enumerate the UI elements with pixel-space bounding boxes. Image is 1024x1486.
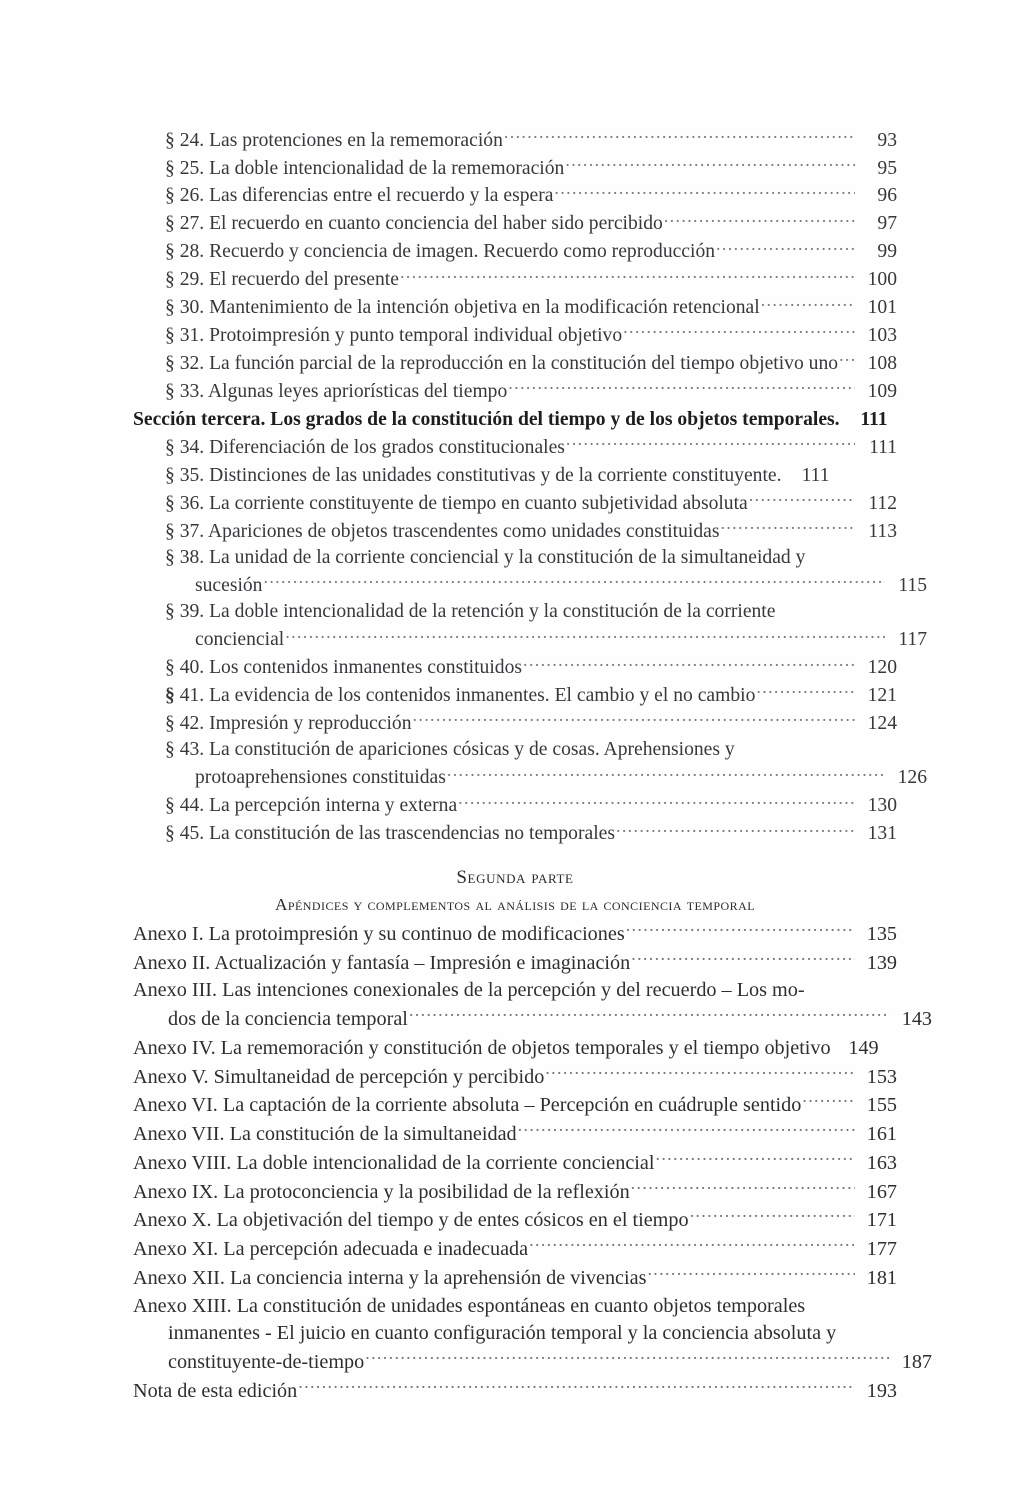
toc-entry[interactable] <box>165 182 897 210</box>
toc-page-number: 112 <box>868 492 897 514</box>
toc-entry[interactable] <box>165 433 897 461</box>
dot-leader <box>554 182 855 202</box>
toc-entry[interactable] <box>165 654 897 682</box>
toc-page-number: 149 <box>848 1036 879 1059</box>
toc-entry[interactable] <box>133 1293 932 1377</box>
toc-entry-continuation-line <box>168 1320 932 1348</box>
toc-entry-line <box>165 154 897 182</box>
toc-entry[interactable] <box>165 545 927 599</box>
toc-entry-line <box>133 1091 897 1120</box>
toc-entry[interactable] <box>165 377 897 405</box>
dot-leader <box>832 1034 837 1054</box>
toc-entry-line <box>133 1206 897 1235</box>
dot-leader <box>616 820 855 840</box>
toc-entry-line <box>133 977 897 1005</box>
dot-leader <box>631 1177 855 1197</box>
toc-entry-line <box>165 682 897 710</box>
toc-entry[interactable] <box>133 1264 897 1293</box>
toc-entry-text: § 40. Los contenidos inmanentes constituidos <box>165 657 523 679</box>
toc-entry[interactable] <box>133 1091 897 1120</box>
part-two-heading-block <box>133 864 897 918</box>
dot-leader <box>263 571 885 591</box>
dot-leader <box>626 920 855 940</box>
toc-entry-text: Anexo III. Las intenciones conexionales de la percepción y del recuerdo – Los mo- <box>133 979 805 1002</box>
toc-entry-text: Anexo VI. La captación de la corriente absoluta – Percepción en cuádruple sentido <box>133 1094 802 1117</box>
toc-entry[interactable] <box>133 1034 897 1063</box>
toc-page-number: 167 <box>866 1180 897 1203</box>
dot-leader <box>529 1235 855 1255</box>
toc-entry-line <box>165 210 897 238</box>
dot-leader <box>623 322 855 342</box>
toc-entry[interactable] <box>133 920 897 949</box>
toc-page-number: 111 <box>860 408 888 430</box>
toc-page-number: 95 <box>877 157 897 179</box>
dot-leader <box>447 764 885 784</box>
toc-entry-line <box>165 350 897 378</box>
toc-entry[interactable] <box>165 517 897 545</box>
toc-entry-text: dos de la conciencia temporal <box>168 1007 408 1030</box>
dot-leader <box>761 294 855 314</box>
toc-page-number: 100 <box>867 269 897 291</box>
toc-entry-line <box>165 489 897 517</box>
dot-leader <box>458 792 855 812</box>
toc-entry[interactable] <box>165 792 897 820</box>
toc-entry-text: § 25. La doble intencionalidad de la rememoración <box>165 157 565 179</box>
toc-entry[interactable] <box>165 682 897 710</box>
toc-page-number: 97 <box>877 213 897 235</box>
toc-entry-line <box>133 1149 897 1178</box>
toc-entry-text: Anexo I. La protoimpresión y su continuo de modificaciones <box>133 922 625 945</box>
toc-entry-text: Anexo XIII. La constitución de unidades espontáneas en cuanto objetos temporales <box>133 1294 806 1317</box>
toc-entry-line <box>165 792 897 820</box>
toc-page-number: 143 <box>901 1007 932 1030</box>
toc-entry-text: § 33. Algunas leyes apriorísticas del tiempo <box>165 381 508 403</box>
toc-entry-line <box>133 1177 897 1206</box>
toc-entry[interactable] <box>165 126 897 154</box>
part-two-title: Segunda parte <box>456 866 574 888</box>
toc-entry-line <box>165 545 897 571</box>
toc-page-number: 113 <box>868 520 897 542</box>
dot-leader <box>523 654 855 674</box>
dot-leader <box>508 377 855 397</box>
dot-leader <box>504 126 855 146</box>
toc-entry-text: § 29. El recuerdo del presente <box>165 269 399 291</box>
toc-page-number: 117 <box>898 629 927 651</box>
toc-entry-line <box>165 820 897 848</box>
toc-entry-text: Anexo IX. La protoconciencia y la posibilidad de la reflexión <box>133 1180 630 1203</box>
dot-leader <box>690 1206 855 1226</box>
toc-page-number: 124 <box>867 713 897 735</box>
toc-entry[interactable] <box>165 238 897 266</box>
toc-entry-line <box>133 1264 897 1293</box>
toc-page-number: 111 <box>801 464 830 486</box>
toc-entry-line <box>133 948 897 977</box>
toc-entry-continuation-line <box>195 571 927 599</box>
toc-entry-line <box>133 405 897 433</box>
toc-page-number: 163 <box>866 1151 897 1174</box>
dot-leader <box>566 433 855 453</box>
toc-entry[interactable] <box>165 599 927 653</box>
toc-entry-text: § 27. El recuerdo en cuanto conciencia del haber sido percibido <box>165 213 663 235</box>
part-two-subtitle: Apéndices y complementos al análisis de la conciencia temporal <box>274 894 756 914</box>
toc-entry-line <box>165 322 897 350</box>
dot-leader <box>545 1062 855 1082</box>
toc-entry-line <box>165 238 897 266</box>
toc-entry-line <box>133 1235 897 1264</box>
toc-entry[interactable] <box>165 210 897 238</box>
toc-entry-text: Anexo XI. La percepción adecuada e inadecuada <box>133 1238 529 1261</box>
toc-page-number: 120 <box>867 657 897 679</box>
toc-entry-line <box>165 599 897 625</box>
dot-leader <box>298 1377 855 1397</box>
toc-entry-line <box>165 126 897 154</box>
dot-leader <box>409 1005 890 1025</box>
toc-page-number: 177 <box>866 1238 897 1261</box>
toc-page-number: 131 <box>867 823 897 845</box>
toc-entry-line <box>165 461 897 489</box>
toc-entry[interactable] <box>165 266 897 294</box>
toc-page-number: 99 <box>877 241 897 263</box>
toc-entry-text: § 28. Recuerdo y conciencia de imagen. Recuerdo como reproducción <box>165 241 716 263</box>
toc-entry-text: conciencial <box>195 629 285 651</box>
toc-entry[interactable] <box>133 977 932 1033</box>
dot-leader <box>400 266 855 286</box>
toc-entry[interactable] <box>165 461 897 489</box>
toc-page-number: 187 <box>901 1350 932 1373</box>
section-sign-icon: § <box>165 685 175 707</box>
toc-entry[interactable] <box>133 1177 897 1206</box>
toc-entry-text: sucesión <box>195 575 263 596</box>
dot-leader <box>802 1091 855 1111</box>
dot-leader <box>749 489 855 509</box>
toc-entry[interactable] <box>165 294 897 322</box>
toc-entry-continuation-line <box>195 626 927 654</box>
toc-entry-text: § 38. La unidad de la corriente conciencial y la constitución de la simultaneidad y <box>165 547 806 569</box>
toc-entry[interactable] <box>133 405 897 433</box>
toc-entry-text: § 44. La percepción interna y externa <box>165 795 458 817</box>
toc-page-number: 193 <box>866 1379 897 1402</box>
toc-entry-text: § 35. Distinciones de las unidades constitutivas y de la corriente constituyente. <box>165 464 782 486</box>
toc-page-number: 161 <box>866 1123 897 1146</box>
dot-leader <box>631 948 855 968</box>
toc-entry-line <box>133 1120 897 1149</box>
toc-page-number: 101 <box>867 297 897 319</box>
dot-leader <box>655 1149 855 1169</box>
dot-leader <box>716 238 855 258</box>
dot-leader <box>720 517 855 537</box>
toc-page-number: 139 <box>866 951 897 974</box>
toc-entry-line <box>165 517 897 545</box>
toc-page-number: 130 <box>867 795 897 817</box>
toc-entry-text: § 45. La constitución de las trascendencias no temporales <box>165 823 615 845</box>
toc-page-number: 153 <box>866 1065 897 1088</box>
toc-page-number: 121 <box>867 685 897 707</box>
toc-entry-text: § 39. La doble intencionalidad de la retención y la constitución de la corriente <box>165 601 776 623</box>
toc-page-number: 103 <box>867 325 897 347</box>
toc-entry-text: inmanentes - El juicio en cuanto configuración temporal y la conciencia absoluta y <box>168 1322 837 1345</box>
toc-entry-line <box>133 1293 897 1321</box>
dot-leader <box>285 626 885 646</box>
toc-entry-line <box>165 433 897 461</box>
toc-page-number: 109 <box>867 381 897 403</box>
dot-leader <box>756 682 855 702</box>
toc-entry[interactable] <box>133 1377 897 1406</box>
toc-page-number: 155 <box>866 1094 897 1117</box>
toc-entry[interactable] <box>133 1062 897 1091</box>
toc-page-number: 115 <box>898 575 927 596</box>
toc-entry-text: constituyente-de-tiempo <box>168 1350 365 1373</box>
toc-entry-text: Anexo X. La objetivación del tiempo y de entes cósicos en el tiempo <box>133 1209 689 1232</box>
toc-entry[interactable] <box>165 710 897 738</box>
toc-entry[interactable] <box>165 154 897 182</box>
toc-entry[interactable] <box>165 820 897 848</box>
toc-entry-text: § 43. La constitución de apariciones cósicas y de cosas. Aprehensiones y <box>165 739 735 761</box>
toc-entry[interactable] <box>133 948 897 977</box>
dot-leader <box>839 350 855 370</box>
toc-entry-text: Anexo VII. La constitución de la simultaneidad <box>133 1123 517 1146</box>
toc-page-number: 135 <box>866 922 897 945</box>
dot-leader <box>365 1348 890 1368</box>
dot-leader <box>565 154 855 174</box>
toc-entry-text: Anexo IV. La rememoración y constitución de objetos temporales y el tiempo objetivo <box>133 1036 831 1059</box>
dot-leader <box>841 405 846 425</box>
toc-entry-text: § 32. La función parcial de la reproducción en la constitución del tiempo objetivo uno <box>165 353 839 375</box>
toc-entry[interactable] <box>133 1149 897 1178</box>
toc-page-number: 96 <box>877 185 897 207</box>
toc-entry-line <box>165 737 897 763</box>
dot-leader <box>647 1264 855 1284</box>
toc-entry-line <box>165 266 897 294</box>
dot-leader <box>518 1120 855 1140</box>
toc-entry-line <box>165 654 897 682</box>
toc-entry-text: § 30. Mantenimiento de la intención objetiva en la modificación retencional <box>165 297 760 319</box>
toc-group-part-one-paragraphs <box>133 126 897 405</box>
dot-leader <box>664 210 855 230</box>
toc-entry[interactable] <box>133 1120 897 1149</box>
toc-page-number: 93 <box>877 129 897 151</box>
toc-page-number: 126 <box>897 767 927 789</box>
table-of-contents <box>133 126 932 1405</box>
toc-group-section-three-paragraphs <box>133 433 927 847</box>
toc-page-number: 171 <box>866 1209 897 1232</box>
toc-entry-text: Anexo XII. La conciencia interna y la aprehensión de vivencias <box>133 1266 647 1289</box>
toc-entry-continuation-line <box>168 1348 932 1377</box>
toc-entry-section-three <box>133 405 897 433</box>
toc-entry-text: § 34. Diferenciación de los grados constitucionales <box>165 436 565 458</box>
toc-entry-text: § 31. Protoimpresión y punto temporal individual objetivo <box>165 325 623 347</box>
toc-entry[interactable] <box>165 737 927 791</box>
toc-entry-text: protoaprehensiones constituidas <box>195 767 446 789</box>
dot-leader <box>783 461 788 481</box>
toc-entry-text: § 26. Las diferencias entre el recuerdo y la espera <box>165 185 554 207</box>
toc-entry-text: Anexo VIII. La doble intencionalidad de la corriente conciencial <box>133 1151 655 1174</box>
toc-entry-text: Anexo V. Simultaneidad de percepción y percibido <box>133 1065 545 1088</box>
toc-entry-text: § 42. Impresión y reproducción <box>165 713 412 735</box>
toc-entry-line <box>165 710 897 738</box>
toc-entry[interactable] <box>133 1235 897 1264</box>
toc-entry[interactable] <box>133 1206 897 1235</box>
toc-group-annexes <box>133 920 932 1406</box>
toc-entry-line <box>165 294 897 322</box>
toc-entry-line <box>133 1034 897 1063</box>
toc-entry[interactable] <box>165 489 897 517</box>
toc-entry-line <box>165 377 897 405</box>
dot-leader <box>413 710 856 730</box>
toc-entry-line <box>133 920 897 949</box>
toc-entry[interactable] <box>165 350 897 378</box>
toc-entry-line <box>165 182 897 210</box>
toc-page-number: 108 <box>867 353 897 375</box>
toc-page-number: 181 <box>866 1266 897 1289</box>
toc-entry-line <box>133 1377 897 1406</box>
toc-entry-text: Sección tercera. Los grados de la constitución del tiempo y de los objetos temporales. <box>133 408 840 430</box>
toc-entry-text: Anexo II. Actualización y fantasía – Impresión e imaginación <box>133 951 631 974</box>
toc-page-number: 111 <box>869 436 897 458</box>
toc-entry[interactable] <box>165 322 897 350</box>
toc-entry-text: § 36. La corriente constituyente de tiempo en cuanto subjetividad absoluta <box>165 492 748 514</box>
toc-entry-text: § 24. Las protenciones en la rememoración <box>165 129 503 151</box>
toc-entry-text: Nota de esta edición <box>133 1379 298 1402</box>
toc-entry-text: § 41. La evidencia de los contenidos inmanentes. El cambio y el no cambio <box>165 685 756 707</box>
toc-entry-line <box>133 1062 897 1091</box>
toc-entry-text: § 37. Apariciones de objetos trascendentes como unidades constituidas <box>165 520 720 542</box>
toc-entry-continuation-line <box>195 764 927 792</box>
toc-entry-continuation-line <box>168 1005 932 1034</box>
